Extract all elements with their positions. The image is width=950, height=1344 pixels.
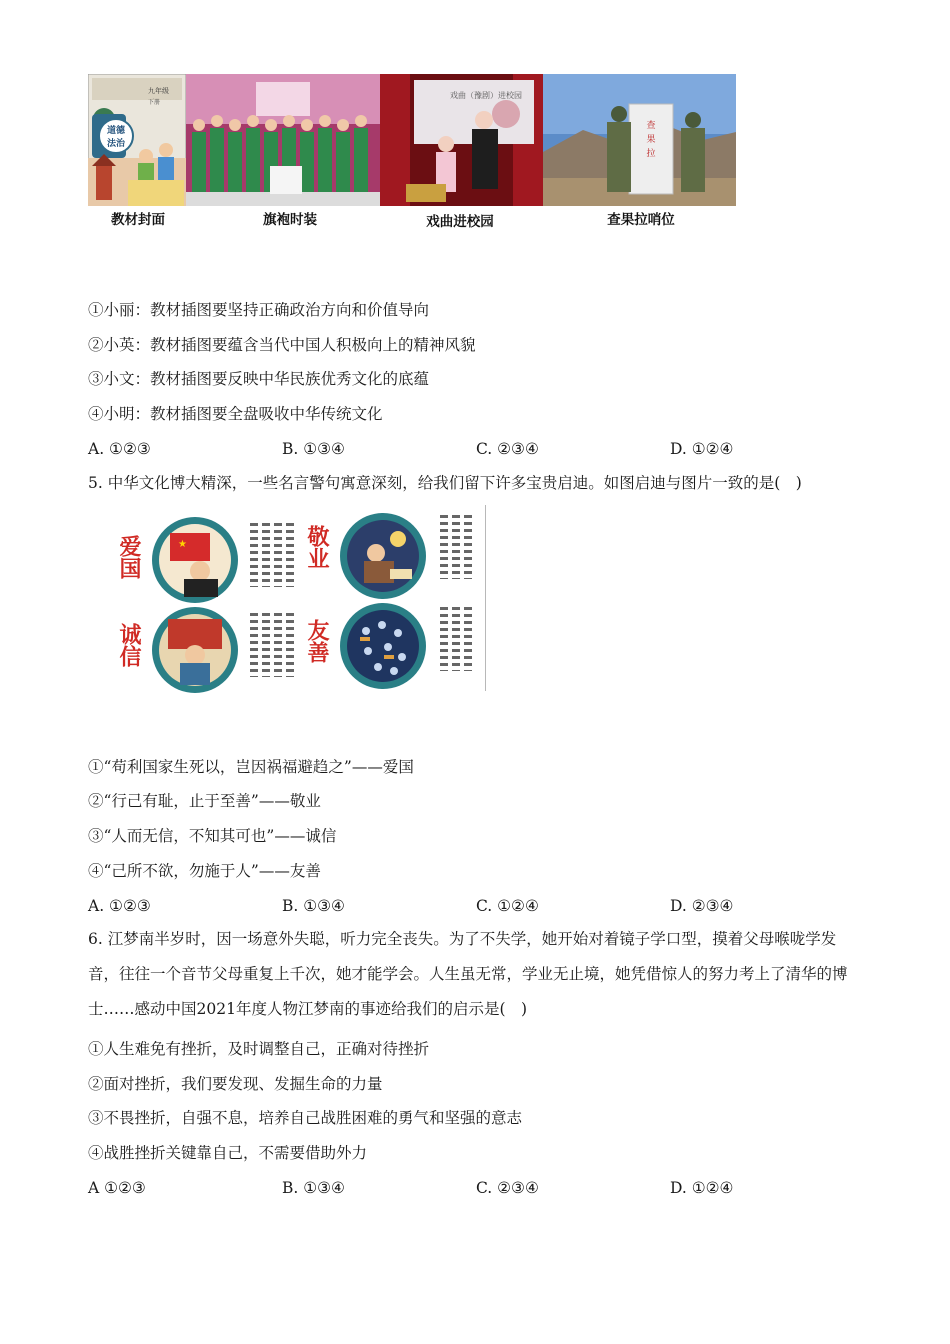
q4-option-d[interactable]: D. ①②④ <box>670 440 734 458</box>
q6-option-d[interactable]: D. ①②④ <box>670 1179 734 1197</box>
textbook-cover-image <box>88 74 186 206</box>
q5-stem: 5. 中华文化博大精深，一些名言警句寓意深刻，给我们留下许多宝贵启迪。如图启迪与图片一致的是( ) <box>88 474 802 492</box>
caption-qipao: 旗袍时装 <box>263 212 317 228</box>
photo-strip <box>88 74 736 206</box>
core-values-illustration <box>96 505 486 693</box>
qipao-fashion-image <box>186 74 380 206</box>
label-dedication <box>304 525 330 569</box>
dedication-circle-image <box>338 511 428 601</box>
svg-text:果: 果 <box>646 135 656 145</box>
integrity-circle-image <box>150 605 240 693</box>
q6-item-3: ③不畏挫折，自强不息，培养自己战胜困难的勇气和坚强的意志 <box>88 1109 523 1127</box>
illustration-frame <box>485 505 486 691</box>
q4-item-4: ④小明：教材插图要全盘吸收中华传统文化 <box>88 405 383 423</box>
book-grade-text: 九年级 <box>148 87 169 95</box>
caption-border-post: 查果拉哨位 <box>607 212 675 228</box>
q5-item-2: ②“行己有耻，止于至善”——敬业 <box>88 792 321 810</box>
q6-item-2: ②面对挫折，我们要发现、发掘生命的力量 <box>88 1075 383 1093</box>
label-patriotism-text: 爱国 <box>116 535 142 579</box>
svg-text:查: 查 <box>646 121 656 131</box>
q6-stem: 6. 江梦南半岁时，因一场意外失聪，听力完全丧失。为了不失学，她开始对着镜子学口型，摸着父母喉咙学发音，往往一个音节父母重复上千次，她才能学会。人生虽无常，学业无止境，她凭借惊人的努力考上了清华的博士……感动中国2021年度人物江梦南的事迹给我们的启示是( ) <box>88 930 848 1018</box>
q6-option-a[interactable]: A ①②③ <box>88 1179 146 1197</box>
label-integrity-text: 诚信 <box>116 623 142 667</box>
q6-item-1: ①人生难免有挫折，及时调整自己，正确对待挫折 <box>88 1040 430 1058</box>
border-post-image <box>543 74 736 206</box>
q5-option-a[interactable]: A. ①②③ <box>88 897 151 915</box>
q5-option-b[interactable]: B. ①③④ <box>282 897 345 915</box>
q5-item-3: ③“人而无信，不知其可也”——诚信 <box>88 827 337 845</box>
friendliness-circle-image <box>338 601 428 691</box>
q5-option-c[interactable]: C. ①②④ <box>476 897 539 915</box>
label-patriotism <box>116 535 142 579</box>
q4-option-b[interactable]: B. ①③④ <box>282 440 345 458</box>
q4-item-2: ②小英：教材插图要蕴含当代中国人积极向上的精神风貌 <box>88 336 476 354</box>
label-friendliness <box>304 619 330 663</box>
opera-campus-image <box>380 74 543 206</box>
caption-opera: 戏曲进校园 <box>426 214 494 230</box>
stage-banner-text: 戏曲（豫剧）进校园 <box>450 91 522 100</box>
q6-item-4: ④战胜挫折关键靠自己，不需要借助外力 <box>88 1144 368 1162</box>
label-friendliness-text: 友善 <box>304 619 330 663</box>
svg-text:★: ★ <box>178 539 187 550</box>
q5-item-1: ①“苟利国家生死以，岂因祸福避趋之”——爱国 <box>88 758 414 776</box>
label-integrity <box>116 623 142 667</box>
q4-item-3: ③小文：教材插图要反映中华民族优秀文化的底蕴 <box>88 370 430 388</box>
q4-option-a[interactable]: A. ①②③ <box>88 440 151 458</box>
label-dedication-text: 敬业 <box>304 525 330 569</box>
svg-text:拉: 拉 <box>646 149 656 159</box>
q5-item-4: ④“己所不欲，勿施于人”——友善 <box>88 862 321 880</box>
q6-option-c[interactable]: C. ②③④ <box>476 1179 539 1197</box>
q4-item-1: ①小丽：教材插图要坚持正确政治方向和价值导向 <box>88 301 430 319</box>
q4-option-c[interactable]: C. ②③④ <box>476 440 539 458</box>
q6-option-b[interactable]: B. ①③④ <box>282 1179 345 1197</box>
svg-text:法治: 法治 <box>106 139 126 149</box>
svg-text:道德: 道德 <box>106 126 126 136</box>
caption-textbook-cover: 教材封面 <box>111 212 165 228</box>
q5-option-d[interactable]: D. ②③④ <box>670 897 734 915</box>
patriotism-circle-image <box>150 515 240 605</box>
book-volume-text: 下册 <box>148 99 161 106</box>
